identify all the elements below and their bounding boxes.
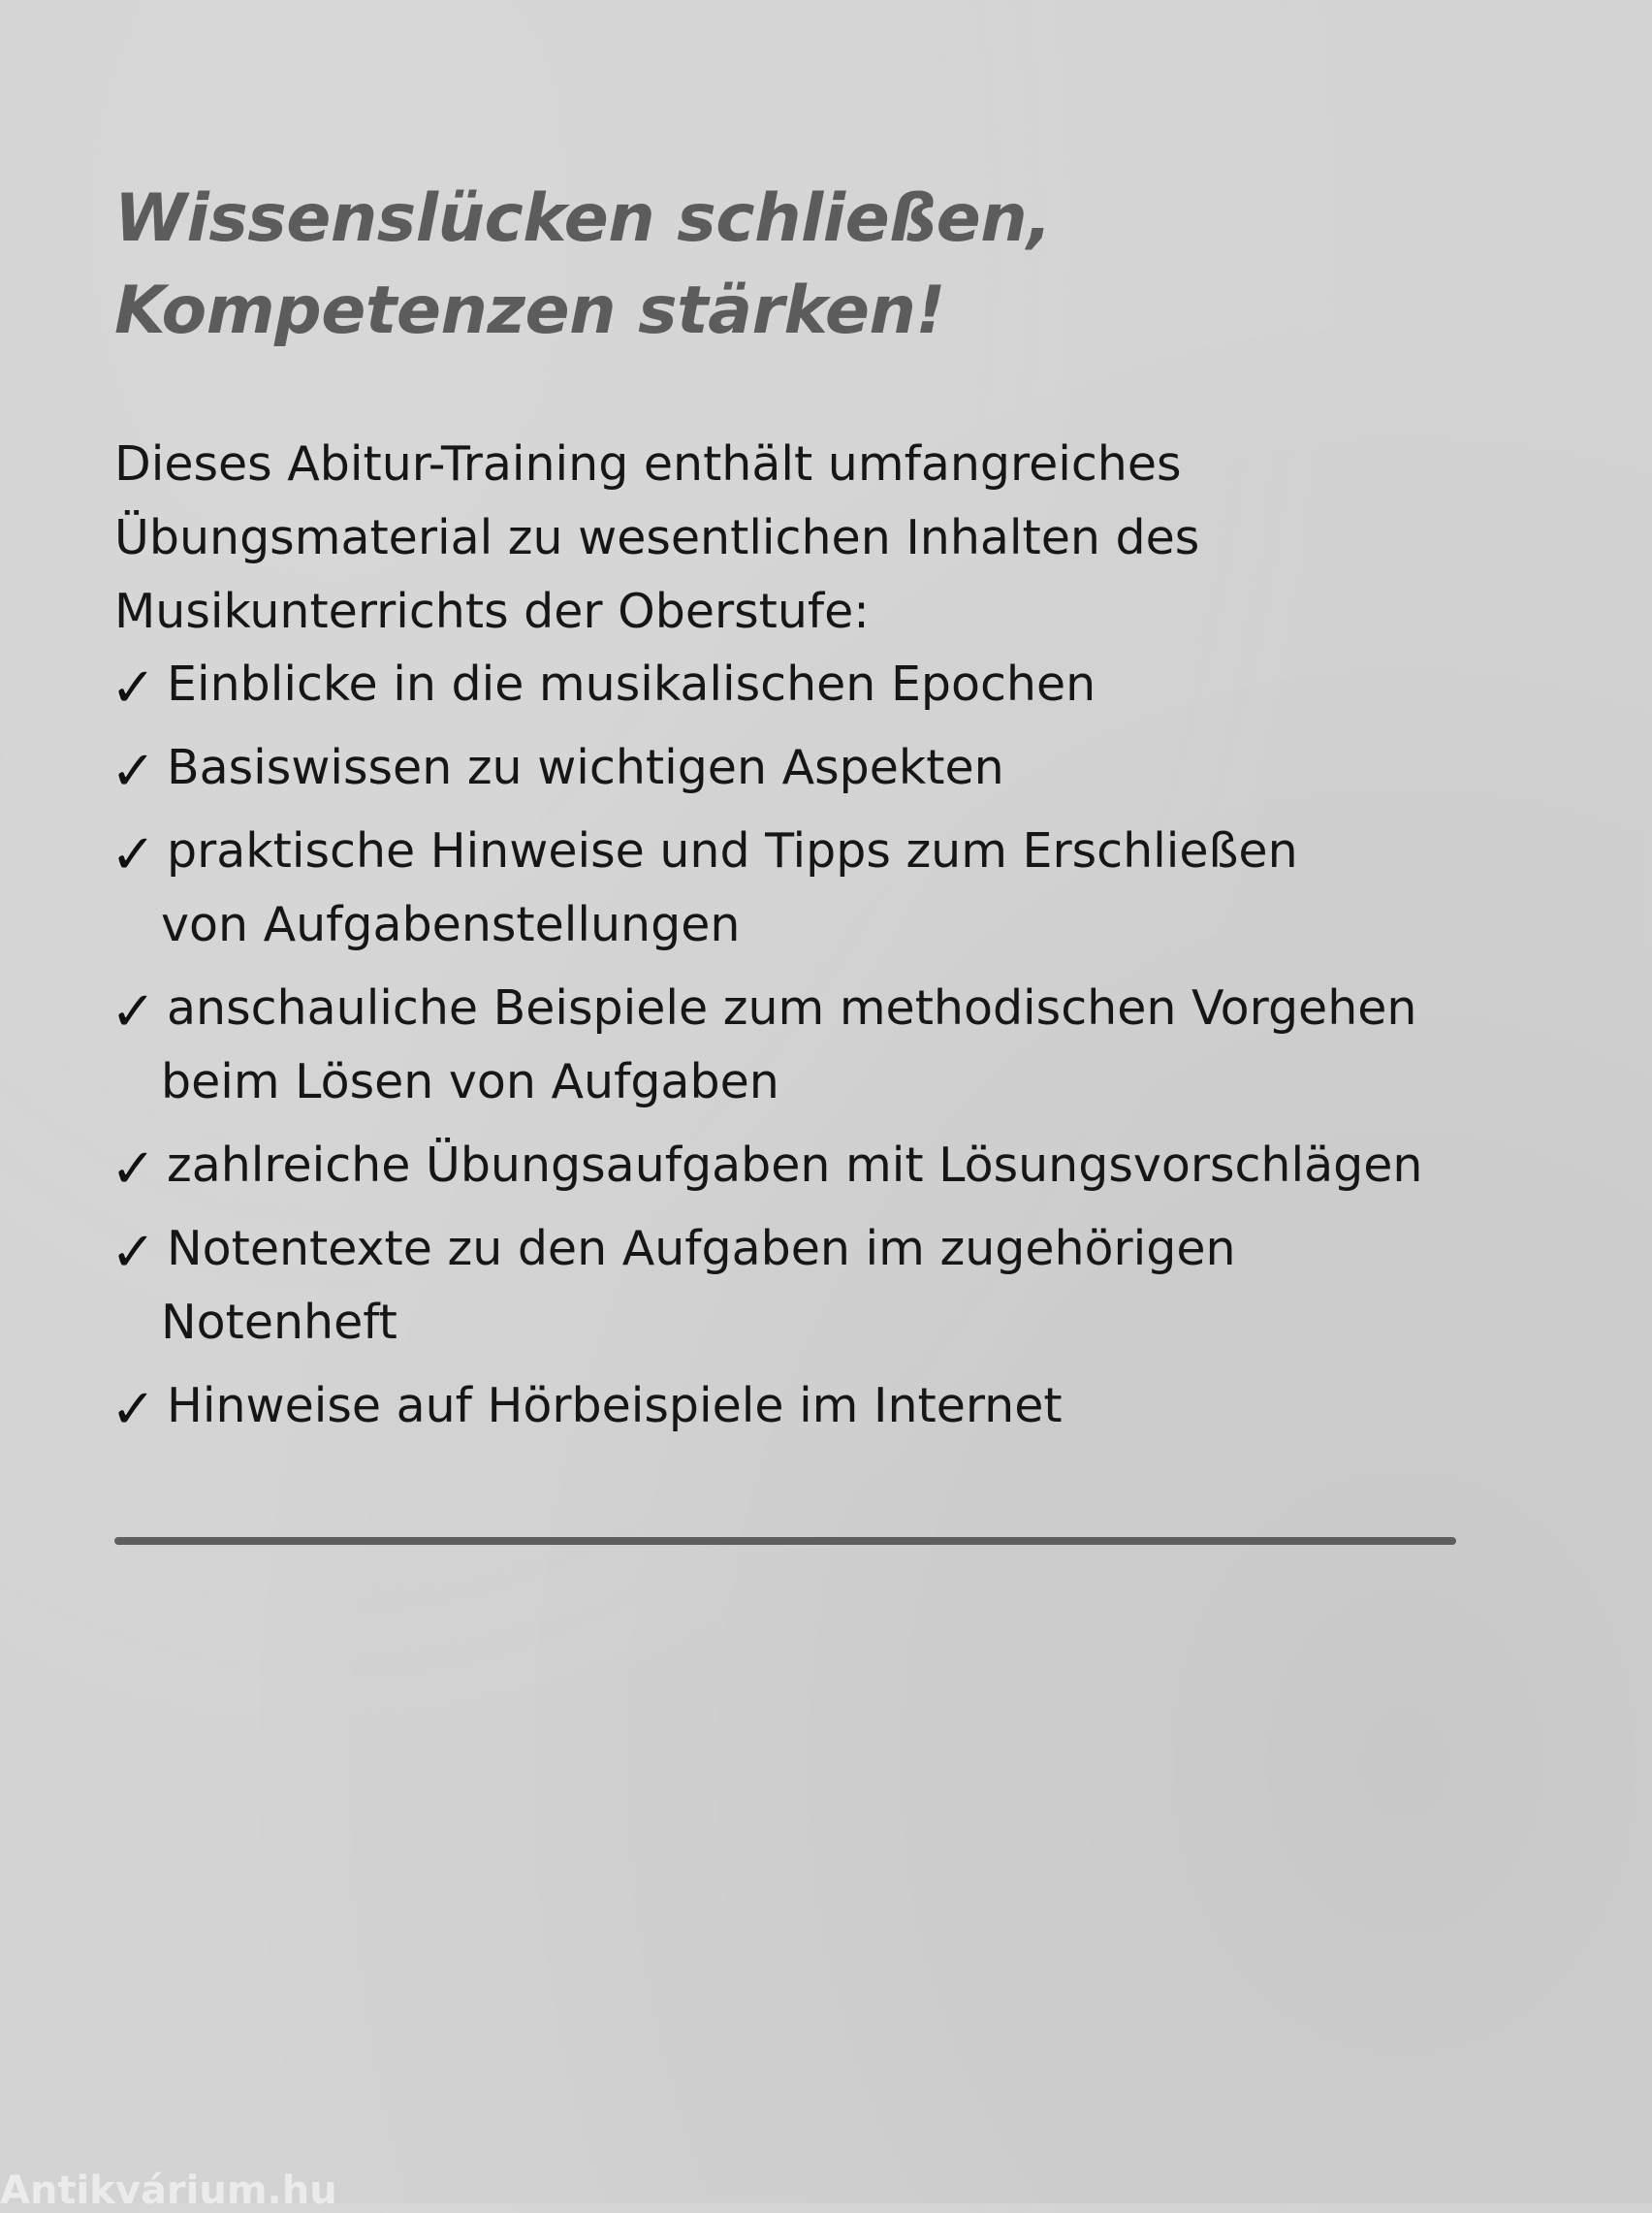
- checkmark-icon: ✓: [111, 1221, 156, 1284]
- feature-text: Notentexte zu den Aufgaben im zugehörigen: [167, 1221, 1236, 1276]
- intro-paragraph: [114, 428, 1472, 649]
- feature-item: [111, 1129, 1526, 1203]
- checkmark-icon: ✓: [111, 657, 156, 720]
- feature-item: [111, 1212, 1526, 1360]
- feature-text-continued: beim Lösen von Aufgaben: [161, 1054, 779, 1109]
- feature-item: [111, 815, 1526, 962]
- headline: [114, 173, 1375, 357]
- feature-text: praktische Hinweise und Tipps zum Erschließen: [167, 823, 1298, 879]
- feature-text: Hinweise auf Hörbeispiele im Internet: [167, 1378, 1063, 1433]
- intro-line-3: Musikunterrichts der Oberstufe:: [114, 584, 870, 639]
- feature-text: anschauliche Beispiele zum methodischen Vorgehen: [167, 980, 1417, 1036]
- watermark: Antikvárium.hu: [0, 2168, 337, 2213]
- intro-line-1: Dieses Abitur-Training enthält umfangreiches: [114, 436, 1182, 492]
- feature-text: Einblicke in die musikalischen Epochen: [167, 657, 1096, 712]
- feature-text-continued: Notenheft: [161, 1295, 397, 1350]
- feature-text: Basiswissen zu wichtigen Aspekten: [167, 740, 1004, 795]
- feature-text-continued: von Aufgabenstellungen: [161, 897, 741, 952]
- feature-item: [111, 731, 1526, 805]
- headline-line-1: Wissenslücken schließen,: [114, 180, 1052, 257]
- checkmark-icon: ✓: [111, 1378, 156, 1441]
- feature-item: [111, 1369, 1526, 1443]
- feature-list: [111, 648, 1526, 1453]
- divider-rule: [114, 1537, 1456, 1545]
- headline-line-2: Kompetenzen stärken!: [114, 273, 945, 349]
- checkmark-icon: ✓: [111, 980, 156, 1043]
- feature-text: zahlreiche Übungsaufgaben mit Lösungsvorschlägen: [167, 1138, 1423, 1193]
- intro-line-2: Übungsmaterial zu wesentlichen Inhalten des: [114, 510, 1200, 565]
- feature-item: [111, 648, 1526, 722]
- checkmark-icon: ✓: [111, 823, 156, 886]
- checkmark-icon: ✓: [111, 1138, 156, 1201]
- checkmark-icon: ✓: [111, 740, 156, 803]
- feature-item: [111, 972, 1526, 1119]
